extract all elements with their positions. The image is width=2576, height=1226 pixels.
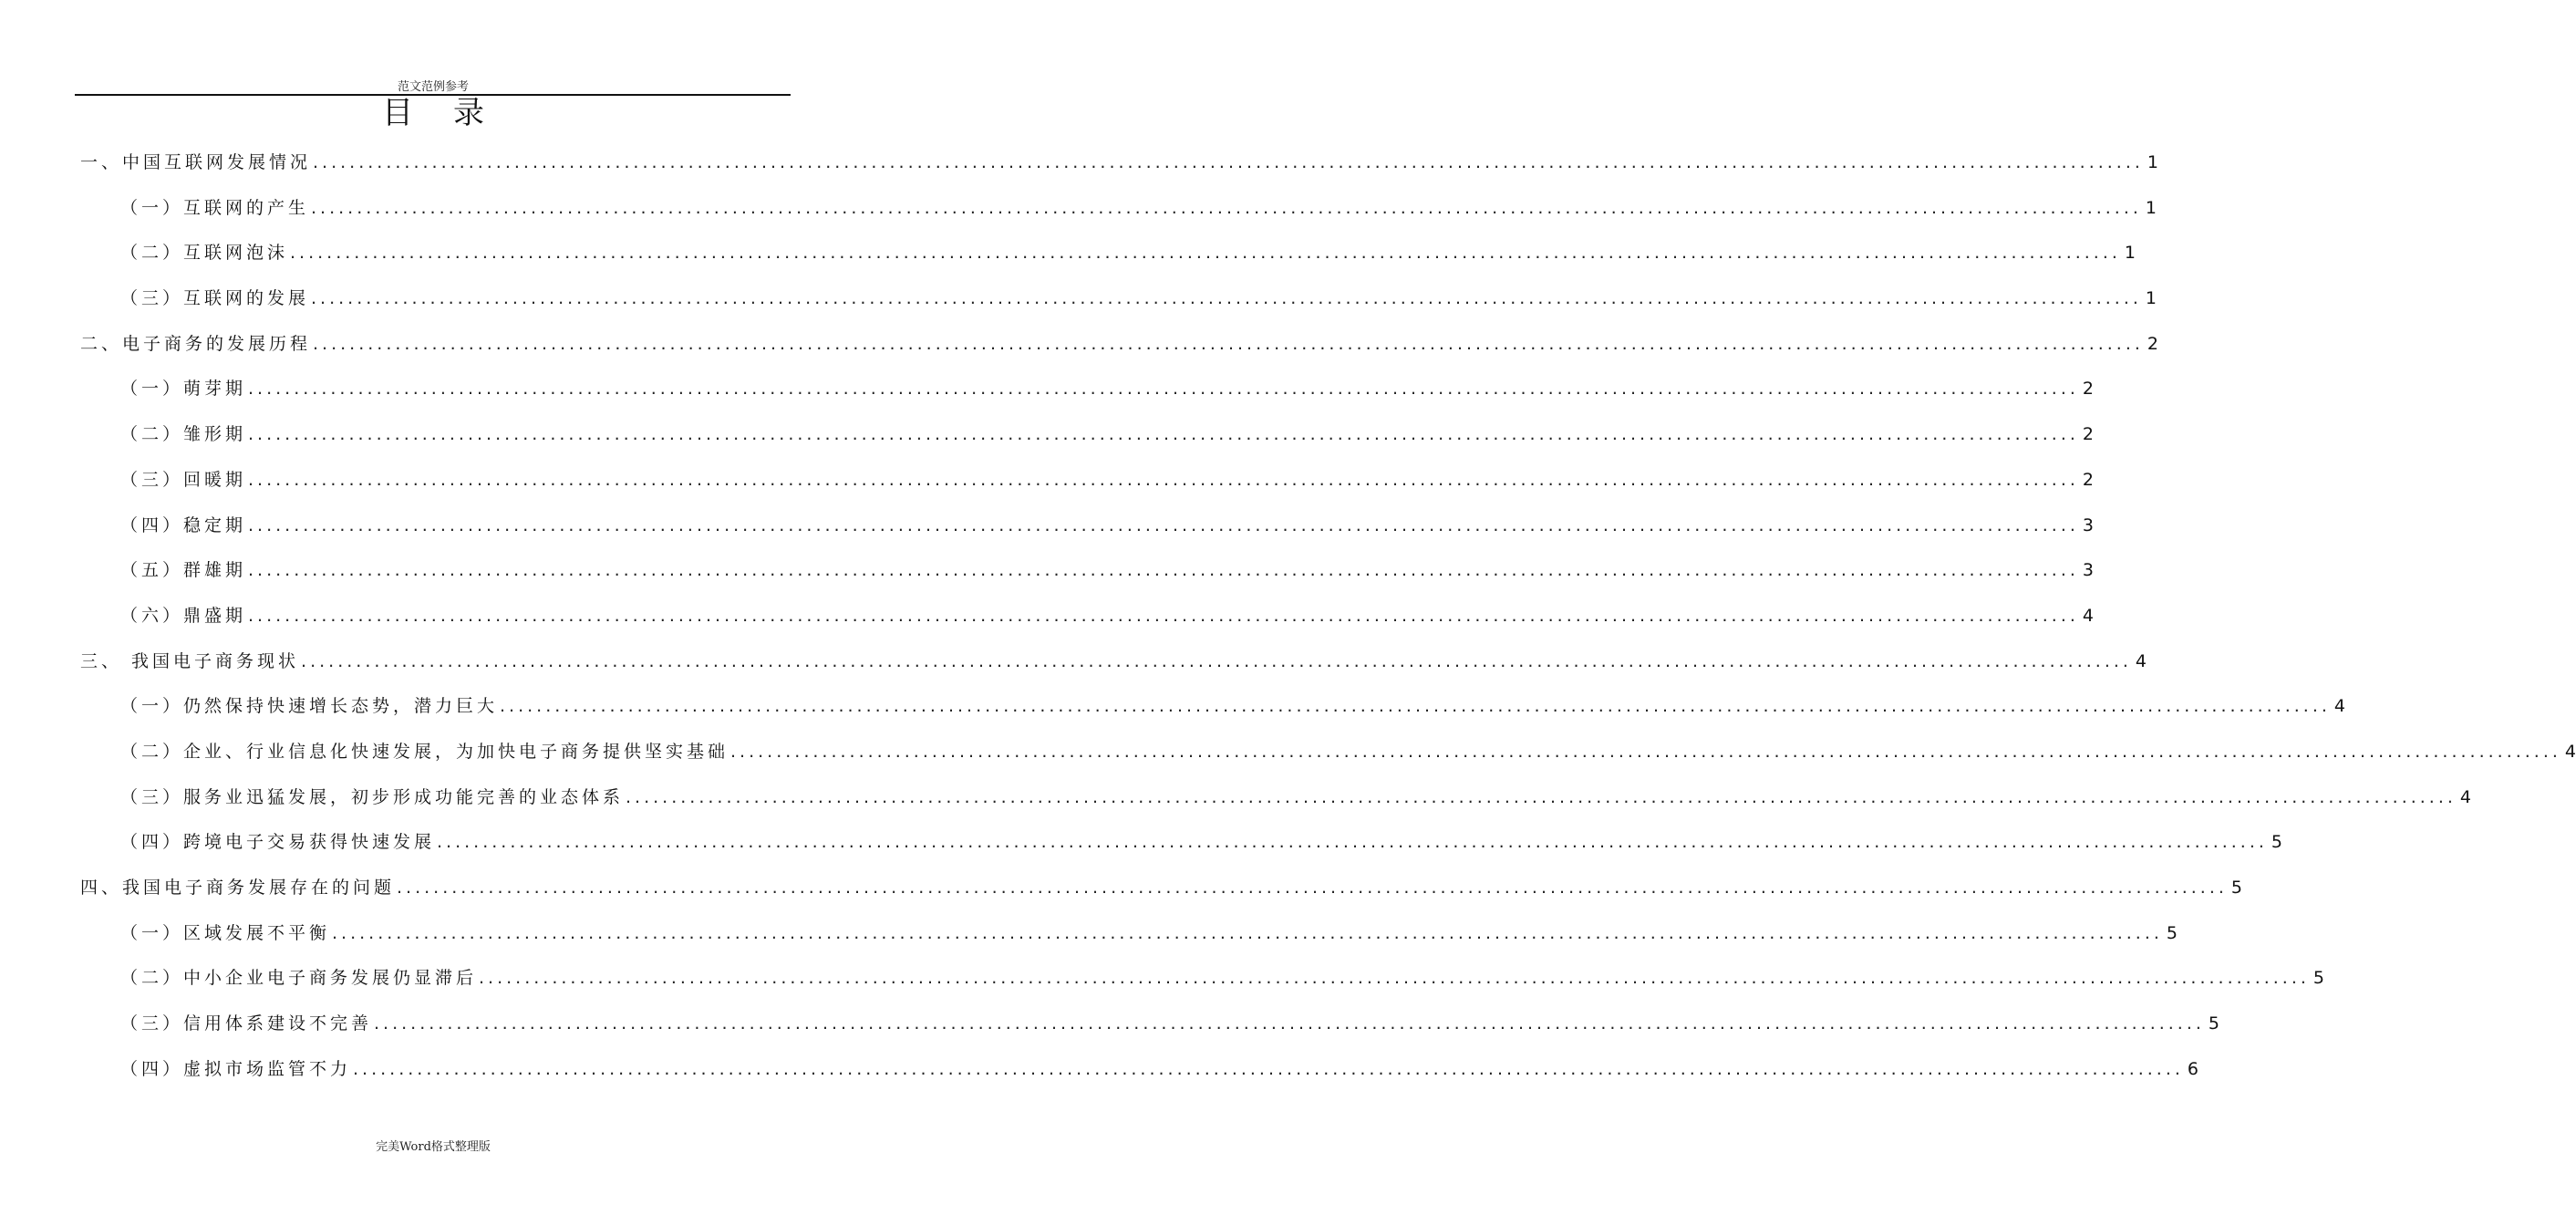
- toc-entry[interactable]: [80, 554, 2094, 599]
- toc-leader-dots: ........................................................................................................................................................................................................: [479, 968, 2310, 989]
- toc-entry-title: （四）稳定期: [120, 514, 247, 535]
- page-header: 范文范例参考: [397, 80, 469, 94]
- toc-leader-dots: ........................................................................................................................................................................................................: [248, 424, 2079, 445]
- toc-entry-title: （一）仍然保持快速增长态势，潜力巨大: [120, 696, 499, 717]
- toc-title: 目录: [382, 95, 524, 131]
- toc-entry[interactable]: [80, 146, 2158, 192]
- toc-leader-dots: ........................................................................................................................................................................................................: [248, 469, 2079, 490]
- toc-entry[interactable]: [80, 917, 2178, 962]
- toc-entry-title: （二）互联网泡沫: [120, 243, 289, 264]
- toc-entry[interactable]: [80, 372, 2094, 418]
- toc-entry-page: 4: [2082, 605, 2094, 626]
- toc-entry-page: 6: [2187, 1058, 2198, 1079]
- toc-entry-page: 4: [2333, 696, 2345, 717]
- toc-entry-title: 四、我国电子商务发展存在的问题: [80, 878, 396, 898]
- toc-entry[interactable]: [80, 826, 2282, 871]
- toc-entry[interactable]: [80, 781, 2471, 826]
- toc-entry-page: 5: [2230, 878, 2242, 898]
- toc-leader-dots: ........................................................................................................................................................................................................: [626, 786, 2457, 807]
- table-of-contents: [80, 146, 2576, 1097]
- toc-entry-title: （三）信用体系建设不完善: [120, 1013, 373, 1034]
- toc-leader-dots: ........................................................................................................................................................................................................: [500, 696, 2331, 717]
- toc-leader-dots: ........................................................................................................................................................................................................: [332, 922, 2163, 943]
- toc-entry-page: 1: [2124, 243, 2136, 264]
- toc-entry[interactable]: [80, 871, 2242, 917]
- toc-entry[interactable]: [80, 463, 2094, 509]
- toc-entry-page: 5: [2271, 832, 2282, 853]
- toc-entry-title: （二）企业、行业信息化快速发展，为加快电子商务提供坚实基础: [120, 741, 729, 762]
- toc-entry-title: （二）中小企业电子商务发展仍显滞后: [120, 968, 478, 989]
- toc-leader-dots: ........................................................................................................................................................................................................: [301, 650, 2132, 671]
- toc-entry-page: 2: [2147, 333, 2158, 354]
- page-footer: 完美Word格式整理版: [376, 1140, 491, 1154]
- toc-entry-page: 4: [2564, 741, 2576, 762]
- toc-entry[interactable]: [80, 1053, 2198, 1098]
- toc-leader-dots: ........................................................................................................................................................................................................: [311, 288, 2142, 309]
- toc-entry-title: （六）鼎盛期: [120, 605, 247, 626]
- toc-entry[interactable]: [80, 509, 2094, 555]
- toc-entry[interactable]: [80, 690, 2345, 735]
- toc-entry-page: 1: [2145, 288, 2157, 309]
- toc-entry-page: 4: [2459, 786, 2471, 807]
- toc-leader-dots: ........................................................................................................................................................................................................: [353, 1058, 2184, 1079]
- toc-entry[interactable]: [80, 418, 2094, 463]
- toc-entry-title: （四）跨境电子交易获得快速发展: [120, 832, 436, 853]
- toc-entry-title: 三、 我国电子商务现状: [80, 650, 300, 671]
- toc-entry[interactable]: [80, 735, 2576, 781]
- toc-entry-title: （三）回暖期: [120, 469, 247, 490]
- toc-entry-title: （一）萌芽期: [120, 379, 247, 400]
- toc-entry[interactable]: [80, 282, 2157, 327]
- toc-leader-dots: ........................................................................................................................................................................................................: [290, 243, 2121, 264]
- toc-entry-title: （五）群雄期: [120, 560, 247, 581]
- toc-leader-dots: ........................................................................................................................................................................................................: [313, 333, 2144, 354]
- toc-entry[interactable]: [80, 961, 2324, 1007]
- toc-entry-title: （三）互联网的发展: [120, 288, 310, 309]
- toc-entry-title: （四）虚拟市场监管不力: [120, 1058, 352, 1079]
- toc-entry-page: 3: [2082, 514, 2094, 535]
- toc-entry-title: 二、电子商务的发展历程: [80, 333, 312, 354]
- toc-leader-dots: ........................................................................................................................................................................................................: [248, 560, 2079, 581]
- toc-entry-page: 4: [2135, 650, 2147, 671]
- toc-leader-dots: ........................................................................................................................................................................................................: [248, 605, 2079, 626]
- toc-entry[interactable]: [80, 645, 2147, 691]
- toc-leader-dots: ........................................................................................................................................................................................................: [248, 379, 2079, 400]
- toc-entry-page: 2: [2082, 379, 2094, 400]
- toc-entry-title: （一）互联网的产生: [120, 197, 310, 218]
- toc-entry[interactable]: [80, 236, 2136, 282]
- toc-entry-page: 5: [2208, 1013, 2219, 1034]
- toc-entry[interactable]: [80, 327, 2158, 373]
- toc-leader-dots: ........................................................................................................................................................................................................: [313, 152, 2144, 172]
- toc-leader-dots: ........................................................................................................................................................................................................: [311, 197, 2142, 218]
- toc-leader-dots: ........................................................................................................................................................................................................: [730, 741, 2561, 762]
- toc-entry-title: 一、中国互联网发展情况: [80, 152, 312, 172]
- toc-entry-title: （一）区域发展不平衡: [120, 922, 331, 943]
- toc-entry-title: （二）雏形期: [120, 424, 247, 445]
- toc-entry-page: 5: [2312, 968, 2324, 989]
- toc-leader-dots: ........................................................................................................................................................................................................: [248, 514, 2079, 535]
- toc-entry[interactable]: [80, 192, 2157, 237]
- toc-entry-page: 2: [2082, 424, 2094, 445]
- toc-leader-dots: ........................................................................................................................................................................................................: [397, 878, 2228, 898]
- toc-entry-title: （三）服务业迅猛发展，初步形成功能完善的业态体系: [120, 786, 625, 807]
- toc-entry[interactable]: [80, 1007, 2219, 1053]
- toc-leader-dots: ........................................................................................................................................................................................................: [374, 1013, 2205, 1034]
- toc-entry[interactable]: [80, 599, 2094, 645]
- toc-entry-page: 1: [2147, 152, 2158, 172]
- toc-entry-page: 2: [2082, 469, 2094, 490]
- toc-entry-page: 3: [2082, 560, 2094, 581]
- toc-entry-page: 1: [2145, 197, 2157, 218]
- toc-entry-page: 5: [2166, 922, 2178, 943]
- toc-leader-dots: ........................................................................................................................................................................................................: [437, 832, 2268, 853]
